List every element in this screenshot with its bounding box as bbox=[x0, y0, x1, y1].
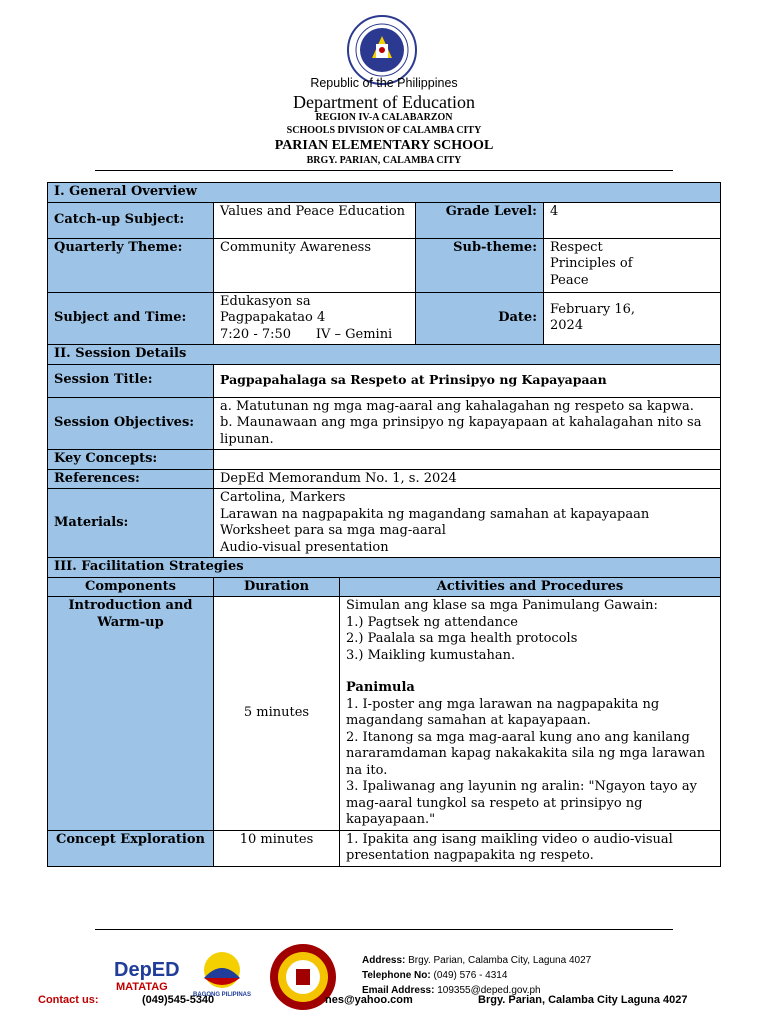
table-row bbox=[48, 202, 721, 238]
activity-line: 1. I-poster ang mga larawan na nagpapakita ng magandang samahan at kapayapaan. bbox=[346, 696, 660, 728]
division-heading: SCHOOLS DIVISION OF CALAMBA CITY bbox=[286, 125, 482, 136]
activity-line: 2. Itanong sa mga mag-aaral kung ano ang kanilang nararamdaman kapag nakakakita sila ng mga larawan na ito. bbox=[346, 729, 706, 778]
activity-line: Simulan ang klase sa mga Panimulang Gawain: bbox=[346, 598, 658, 613]
deped-logo-text: DepED bbox=[114, 959, 180, 981]
column-header-row bbox=[48, 577, 721, 597]
footer-email: Email Address: 109355@deped.gov.ph bbox=[362, 985, 541, 996]
objectives-label: Session Objectives: bbox=[48, 397, 214, 450]
header-divider bbox=[95, 170, 673, 171]
catchup-label: Catch-up Subject: bbox=[48, 202, 214, 238]
key-concepts-label: Key Concepts: bbox=[48, 450, 214, 470]
table-row bbox=[48, 469, 721, 489]
activity-line: 1.) Pagtsek ng attendance bbox=[346, 614, 518, 630]
subtheme-label: Sub-theme: bbox=[416, 238, 544, 292]
section-row bbox=[48, 558, 721, 578]
barangay-heading: BRGY. PARIAN, CALAMBA CITY bbox=[306, 155, 462, 166]
activity-line: 2.) Paalala sa mga health protocols bbox=[346, 631, 578, 646]
panimula-heading: Panimula bbox=[346, 680, 415, 695]
intro-activities bbox=[340, 597, 721, 831]
intro-component: Introduction and Warm-up bbox=[48, 597, 214, 831]
footer-phone: Telephone No: (049) 576 - 4314 bbox=[362, 970, 508, 981]
table-row bbox=[48, 450, 721, 470]
col-activities: Activities and Procedures bbox=[340, 577, 721, 597]
table-row bbox=[48, 292, 721, 345]
material-item: Audio-visual presentation bbox=[220, 539, 389, 555]
session-title-label: Session Title: bbox=[48, 364, 214, 397]
bagong-pilipinas-logo bbox=[192, 948, 252, 998]
material-item: Larawan na nagpapakita ng magandang samahan at kapayapaan bbox=[220, 506, 650, 522]
table-row bbox=[48, 597, 721, 831]
key-concepts-value bbox=[214, 450, 721, 470]
grade-value: 4 bbox=[544, 202, 721, 238]
concept-component: Concept Exploration bbox=[48, 830, 214, 866]
contact-phone: (049)545-5340 bbox=[142, 994, 215, 1006]
footer-divider bbox=[95, 929, 673, 930]
col-components: Components bbox=[48, 577, 214, 597]
department-heading: Department of Education bbox=[293, 92, 475, 112]
theme-value: Community Awareness bbox=[214, 238, 416, 292]
concept-activities: 1. Ipakita ang isang maikling video o audio-visual presentation nagpapakita ng respeto. bbox=[340, 830, 721, 866]
concept-duration: 10 minutes bbox=[214, 830, 340, 866]
general-overview-heading: I. General Overview bbox=[48, 183, 721, 203]
session-title-value: Pagpapahalaga sa Respeto at Prinsipyo ng Kapayapaan bbox=[214, 364, 721, 397]
contact-location: Brgy. Parian, Calamba City Laguna 4027 bbox=[478, 994, 688, 1006]
table-row bbox=[48, 830, 721, 866]
republic-heading: Republic of the Philippines bbox=[310, 76, 458, 90]
section-row bbox=[48, 183, 721, 203]
table-row bbox=[48, 238, 721, 292]
footer-address: Address: Brgy. Parian, Calamba City, Laguna 4027 bbox=[362, 955, 592, 966]
table-row bbox=[48, 397, 721, 450]
session-details-heading: II. Session Details bbox=[48, 345, 721, 365]
bagong-pilipinas-text: BAGONG PILIPINAS bbox=[192, 992, 252, 998]
region-heading: REGION IV-A CALABARZON bbox=[315, 112, 453, 123]
contact-bar bbox=[0, 994, 768, 1012]
matatag-text: MATATAG bbox=[116, 981, 168, 993]
col-duration: Duration bbox=[214, 577, 340, 597]
objectives-value bbox=[214, 397, 721, 450]
date-value: February 16, 2024 bbox=[544, 292, 721, 345]
table-row bbox=[48, 489, 721, 558]
deped-matatag-logo bbox=[112, 950, 182, 994]
intro-duration: 5 minutes bbox=[214, 597, 340, 831]
materials-label: Materials: bbox=[48, 489, 214, 558]
subject-line: Edukasyon sa bbox=[220, 293, 311, 309]
objective-b: b. Maunawaan ang mga prinsipyo ng kapayapaan at kahalagahan nito sa lipunan. bbox=[220, 415, 702, 447]
subject-value bbox=[214, 292, 416, 345]
subject-time-line: 7:20 - 7:50 IV – Gemini bbox=[220, 326, 393, 342]
date-label: Date: bbox=[416, 292, 544, 345]
lesson-plan-table bbox=[47, 182, 721, 867]
subtheme-value: Respect Principles of Peace bbox=[544, 238, 721, 292]
section-row bbox=[48, 345, 721, 365]
facilitation-heading: III. Facilitation Strategies bbox=[48, 558, 721, 578]
references-label: References: bbox=[48, 469, 214, 489]
table-row bbox=[48, 364, 721, 397]
references-value: DepEd Memorandum No. 1, s. 2024 bbox=[214, 469, 721, 489]
activity-line: 3. Ipaliwanag ang layunin ng aralin: "Ngayon tayo ay mag-aaral tungkol sa respeto at prinsipyo ng kapayapaan." bbox=[346, 779, 697, 827]
catchup-value: Values and Peace Education bbox=[214, 202, 416, 238]
subject-line: Pagpapakatao 4 bbox=[220, 310, 326, 325]
school-heading: PARIAN ELEMENTARY SCHOOL bbox=[274, 138, 494, 153]
subject-label: Subject and Time: bbox=[48, 292, 214, 345]
material-item: Worksheet para sa mga mag-aaral bbox=[220, 523, 446, 538]
theme-label: Quarterly Theme: bbox=[48, 238, 214, 292]
contact-label: Contact us: bbox=[38, 994, 99, 1006]
activity-line: 3.) Maikling kumustahan. bbox=[346, 647, 516, 663]
grade-label: Grade Level: bbox=[416, 202, 544, 238]
contact-email: nes@yahoo.com bbox=[325, 994, 413, 1006]
materials-list bbox=[214, 489, 721, 558]
material-item: Cartolina, Markers bbox=[220, 490, 346, 505]
objective-a: a. Matutunan ng mga mag-aaral ang kahalagahan ng respeto sa kapwa. bbox=[220, 398, 694, 414]
